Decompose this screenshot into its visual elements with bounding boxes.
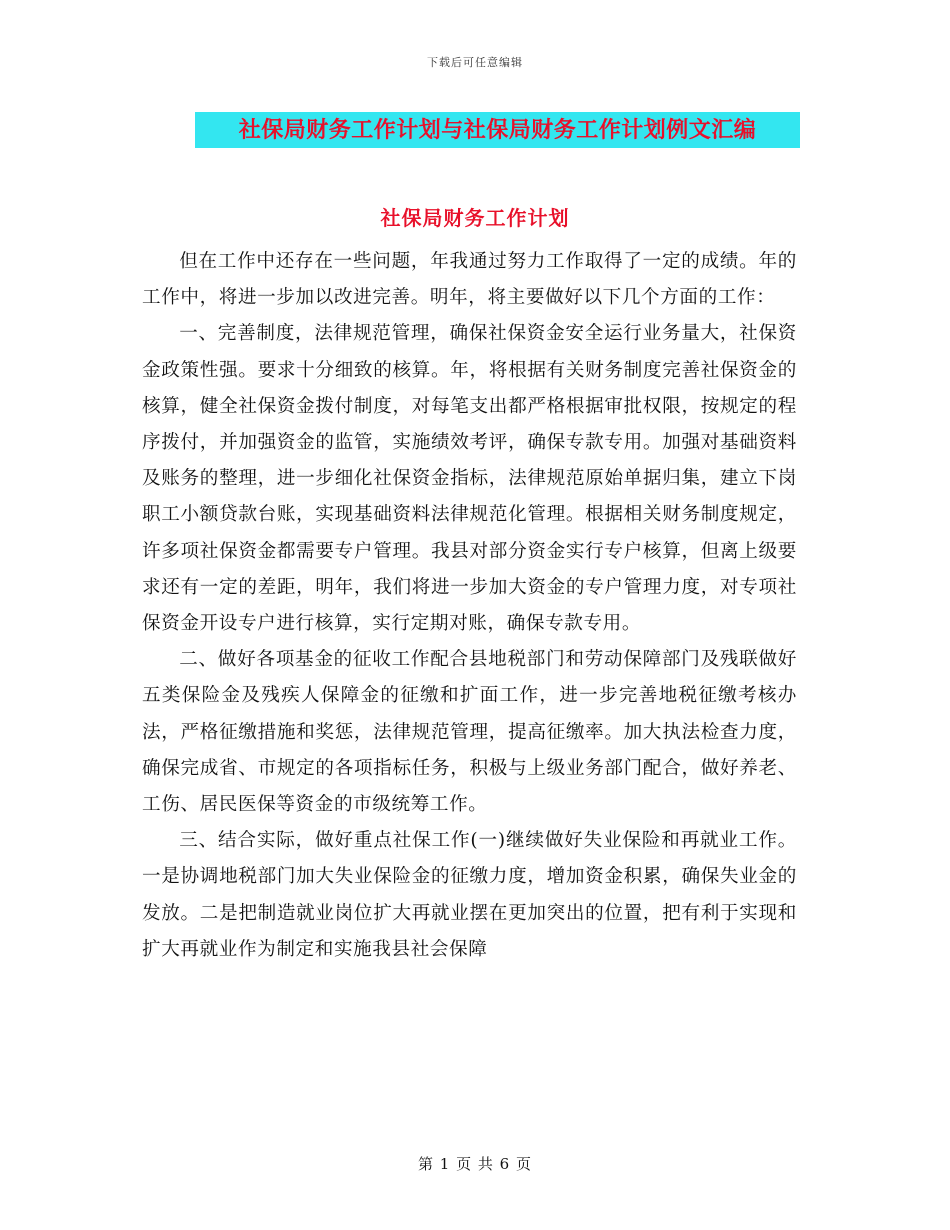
- document-body: [142, 244, 797, 968]
- page-number: 第 1 页 共 6 页: [418, 1155, 532, 1173]
- paragraph-section-3: 三、结合实际，做好重点社保工作(一)继续做好失业保险和再就业工作。一是协调地税部门加大失业保险金的征缴力度，增加资金积累，确保失业金的发放。二是把制造就业岗位扩大再就业摆在更加突出的位置，把有利于实现和扩大再就业作为制定和实施我县社会保障: [142, 830, 797, 960]
- paragraph-section-2: 二、做好各项基金的征收工作配合县地税部门和劳动保障部门及残联做好五类保险金及残疾人保障金的征缴和扩面工作，进一步完善地税征缴考核办法，严格征缴措施和奖惩，法律规范管理，提高征缴率。加大执法检查力度，确保完成省、市规定的各项指标任务，积极与上级业务部门配合，做好养老、工伤、居民医保等资金的市级统筹工作。: [142, 649, 797, 816]
- download-note: 下载后可任意编辑: [427, 56, 523, 69]
- paragraph-section-1: 一、完善制度，法律规范管理，确保社保资金安全运行业务量大，社保资金政策性强。要求十分细致的核算。年，将根据有关财务制度完善社保资金的核算，健全社保资金拨付制度，对每笔支出都严格根据审批权限，按规定的程序拨付，并加强资金的监管，实施绩效考评，确保专款专用。加强对基础资料及账务的整理，进一步细化社保资金指标，法律规范原始单据归集，建立下岗职工小额贷款台账，实现基础资料法律规范化管理。根据相关财务制度规定，许多项社保资金都需要专户管理。我县对部分资金实行专户核算，但离上级要求还有一定的差距，明年，我们将进一步加大资金的专户管理力度，对专项社保资金开设专户进行核算，实行定期对账，确保专款专用。: [142, 323, 797, 635]
- paragraph-intro: 但在工作中还存在一些问题，年我通过努力工作取得了一定的成绩。年的工作中，将进一步加以改进完善。明年，将主要做好以下几个方面的工作：: [142, 251, 797, 309]
- main-title: 社保局财务工作计划与社保局财务工作计划例文汇编: [195, 112, 800, 148]
- section-title: 社保局财务工作计划: [380, 206, 570, 230]
